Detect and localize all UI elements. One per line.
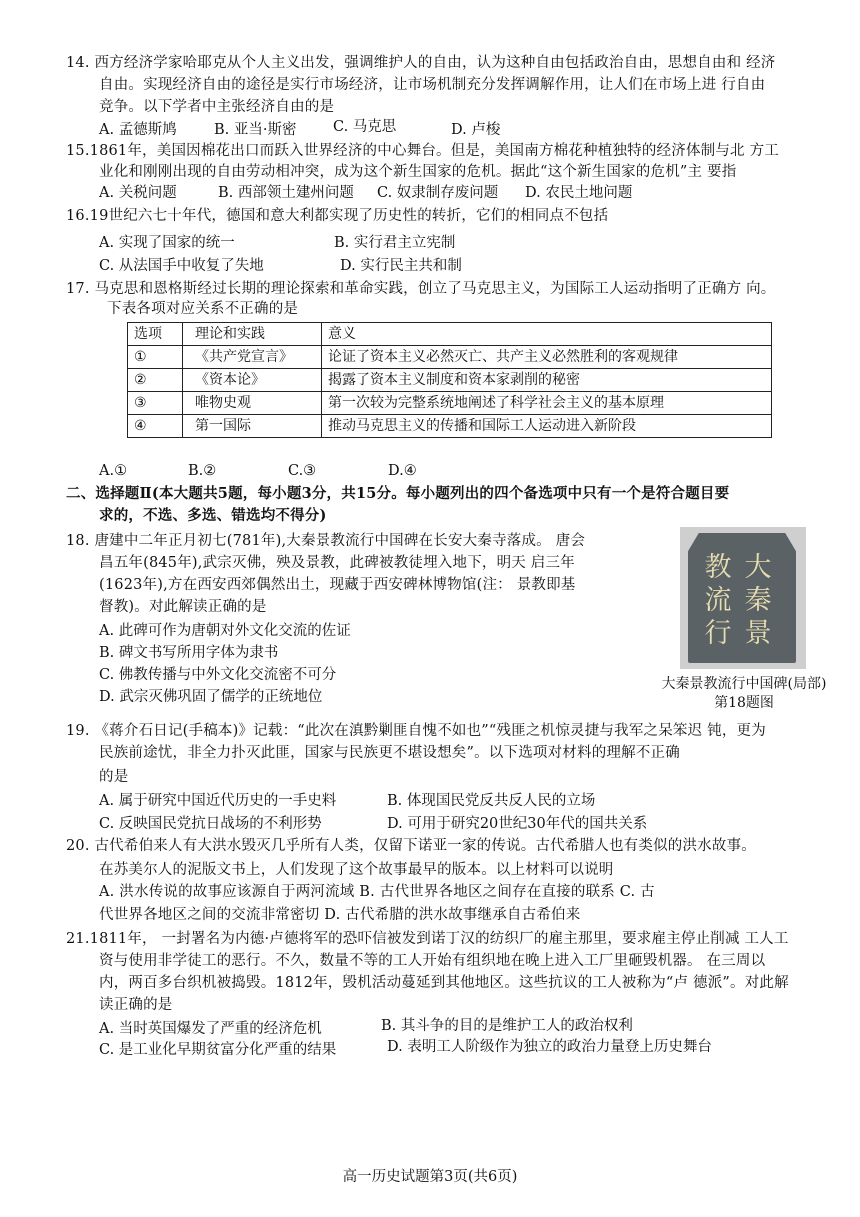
q17-stem-line-1: 17. 马克思和恩格斯经过长期的理论探索和革命实践，创立了马克思主义，为国际工人运动指明了正确方 向。 bbox=[66, 281, 776, 297]
q17-option-a: A.① bbox=[99, 463, 128, 479]
table-cell: ③ bbox=[128, 392, 183, 415]
q17-option-d: D.④ bbox=[388, 463, 417, 479]
q15-option-a: A. 关税问题 bbox=[99, 185, 177, 201]
q16-stem-line-1: 16.19世纪六七十年代，德国和意大利都实现了历史性的转折，它们的相同点不包括 bbox=[66, 208, 609, 224]
q15-stem-line-2: 业化和刚刚出现的自由劳动相冲突，成为这个新生国家的危机。据此“这个新生国家的危机”主 要指 bbox=[99, 164, 737, 180]
table-cell: 揭露了资本主义制度和资本家剥削的秘密 bbox=[322, 369, 772, 392]
table-cell: 论证了资本主义必然灭亡、共产主义必然胜利的客观规律 bbox=[322, 346, 772, 369]
table-cell: 第一次较为完整系统地阐述了科学社会主义的基本原理 bbox=[322, 392, 772, 415]
table-header-cell: 意义 bbox=[322, 323, 772, 346]
q15-stem-line-1: 15.1861年，美国因棉花出口而跃入世界经济的中心舞台。但是，美国南方棉花种植独特的经济体制与北 方工 bbox=[66, 143, 779, 159]
stele-photo bbox=[680, 527, 806, 669]
q18-option-a: A. 此碑可作为唐朝对外文化交流的佐证 bbox=[99, 623, 351, 639]
q14-option-a: A. 孟德斯鸠 bbox=[99, 122, 177, 138]
q19-option-b: B. 体现国民党反共反人民的立场 bbox=[387, 793, 596, 809]
q14-option-b: B. 亚当·斯密 bbox=[214, 122, 297, 138]
stele-inscription bbox=[698, 551, 778, 651]
q16-option-b: B. 实行君主立宪制 bbox=[334, 235, 456, 251]
table-cell: ② bbox=[128, 369, 183, 392]
q18-stem-line-2: 昌五年(845年),武宗灭佛，殃及景教，此碑被教徒埋入地下，明天 启三年 bbox=[99, 555, 575, 571]
stele-character: 大 bbox=[744, 552, 772, 583]
table-cell: 《资本论》 bbox=[183, 369, 322, 392]
q17-stem-line-2: 下表各项对应关系不正确的是 bbox=[107, 301, 299, 317]
stele-character: 行 bbox=[704, 618, 732, 649]
table-cell: 唯物史观 bbox=[183, 392, 322, 415]
q18-stem-line-3: (1623年),方在西安西郊偶然出土，现藏于西安碑林博物馆(注： 景教即基 bbox=[99, 577, 576, 593]
table-cell: ① bbox=[128, 346, 183, 369]
q21-option-b: B. 其斗争的目的是维护工人的政治权利 bbox=[381, 1018, 633, 1034]
q18-option-b: B. 碑文书写所用字体为隶书 bbox=[99, 645, 279, 661]
table-cell: ④ bbox=[128, 415, 183, 438]
table-cell: 《共产党宣言》 bbox=[183, 346, 322, 369]
q21-option-c: C. 是工业化早期贫富分化严重的结果 bbox=[99, 1042, 337, 1058]
q21-stem-line-4: 读正确的是 bbox=[99, 997, 173, 1013]
q20-options-line-2: 代世界各地区之间的交流非常密切 D. 古代希腊的洪水故事继承自古希伯来 bbox=[99, 907, 581, 923]
q20-stem-line-2: 在苏美尔人的泥版文书上，人们发现了这个故事最早的版本。以上材料可以说明 bbox=[99, 862, 614, 878]
q19-stem-line-1: 19. 《蒋介石日记(手稿本)》记载：“此次在滇黔剿匪自愧不如也”“残匪之机惊灵捷与我军之呆笨迟 钝，更为 bbox=[66, 723, 766, 739]
q21-stem-line-2: 资与使用非学徒工的恶行。不久，数量不等的工人开始有组织地在晚上进入工厂里砸毁机器。 在三周以 bbox=[99, 953, 766, 969]
q19-option-c: C. 反映国民党抗日战场的不利形势 bbox=[99, 816, 322, 832]
q14-option-d: D. 卢梭 bbox=[451, 122, 501, 138]
q17-option-c: C.③ bbox=[288, 463, 317, 479]
q14-stem-line-1: 14. 西方经济学家哈耶克从个人主义出发，强调维护人的自由，认为这种自由包括政治自由，思想自由和 经济 bbox=[66, 55, 776, 71]
q17-table bbox=[127, 322, 772, 438]
stele-character: 流 bbox=[704, 585, 732, 616]
q14-stem-line-2: 自由。实现经济自由的途径是实行市场经济，让市场机制充分发挥调解作用，让人们在市场上进 行自由 bbox=[99, 77, 766, 93]
q21-option-d: D. 表明工人阶级作为独立的政治力量登上历史舞台 bbox=[387, 1039, 712, 1055]
table-header-row bbox=[128, 323, 772, 346]
q16-option-a: A. 实现了国家的统一 bbox=[99, 235, 235, 251]
table-row bbox=[128, 346, 772, 369]
q21-option-a: A. 当时英国爆发了严重的经济危机 bbox=[99, 1021, 322, 1037]
q15-option-d: D. 农民土地问题 bbox=[525, 185, 633, 201]
table-cell: 第一国际 bbox=[183, 415, 322, 438]
q19-stem-line-3: 的是 bbox=[99, 769, 129, 785]
q17-option-b: B.② bbox=[188, 463, 217, 479]
table-row bbox=[128, 369, 772, 392]
table-header-cell: 选项 bbox=[128, 323, 183, 346]
page-footer: 高一历史试题第3页(共6页) bbox=[342, 1169, 518, 1185]
q14-stem-line-3: 竞争。以下学者中主张经济自由的是 bbox=[99, 99, 335, 115]
section-2-line-1: 二、选择题Ⅱ(本大题共5题，每小题3分，共15分。每小题列出的四个备选项中只有一个是符合题目要 bbox=[66, 485, 730, 502]
q16-option-c: C. 从法国手中收复了失地 bbox=[99, 258, 264, 274]
stele-character: 景 bbox=[744, 618, 772, 649]
q14-option-c: C. 马克思 bbox=[333, 119, 397, 135]
table-cell: 推动马克思主义的传播和国际工人运动进入新阶段 bbox=[322, 415, 772, 438]
q19-option-d: D. 可用于研究20世纪30年代的国共关系 bbox=[387, 816, 648, 832]
figure-caption: 大秦景教流行中国碑(局部) bbox=[661, 676, 827, 692]
q20-stem-line-1: 20. 古代希伯来人有大洪水毁灭几乎所有人类，仅留下诺亚一家的传说。古代希腊人也有类似的洪水故事。 bbox=[66, 838, 756, 854]
q18-option-c: C. 佛教传播与中外文化交流密不可分 bbox=[99, 667, 337, 683]
table-row bbox=[128, 392, 772, 415]
q15-option-c: C. 奴隶制存废问题 bbox=[377, 185, 499, 201]
q15-option-b: B. 西部领土建州问题 bbox=[218, 185, 354, 201]
q16-option-d: D. 实行民主共和制 bbox=[340, 258, 462, 274]
q19-option-a: A. 属于研究中国近代历史的一手史料 bbox=[99, 793, 337, 809]
section-2-line-2: 求的，不选、多选、错选均不得分) bbox=[99, 507, 327, 524]
q18-stem-line-4: 督教)。对此解读正确的是 bbox=[99, 599, 267, 615]
q18-option-d: D. 武宗灭佛巩固了儒学的正统地位 bbox=[99, 689, 323, 705]
q18-stem-line-1: 18. 唐建中二年正月初七(781年),大秦景教流行中国碑在长安大秦寺落成。 唐会 bbox=[66, 533, 586, 549]
figure-label: 第18题图 bbox=[714, 695, 774, 711]
q21-stem-line-1: 21.1811年， 一封署名为内德·卢德将军的恐吓信被发到诺丁汉的纺织厂的雇主那里，要求雇主停止削减 工人工 bbox=[66, 931, 789, 947]
q20-options-line-1: A. 洪水传说的故事应该源自于两河流域 B. 古代世界各地区之间存在直接的联系 C. 古 bbox=[99, 884, 655, 900]
q21-stem-line-3: 内，两百多台织机被捣毁。1812年，毁机活动蔓延到其他地区。这些抗议的工人被称为“卢 德派”。对此解 bbox=[99, 975, 789, 991]
stele-character: 秦 bbox=[744, 585, 772, 616]
stele-character: 教 bbox=[704, 552, 732, 583]
table-row bbox=[128, 415, 772, 438]
table-header-cell: 理论和实践 bbox=[183, 323, 322, 346]
q19-stem-line-2: 民族前途忧，非全力扑灭此匪，国家与民族更不堪设想矣”。以下选项对材料的理解不正确 bbox=[99, 745, 680, 761]
